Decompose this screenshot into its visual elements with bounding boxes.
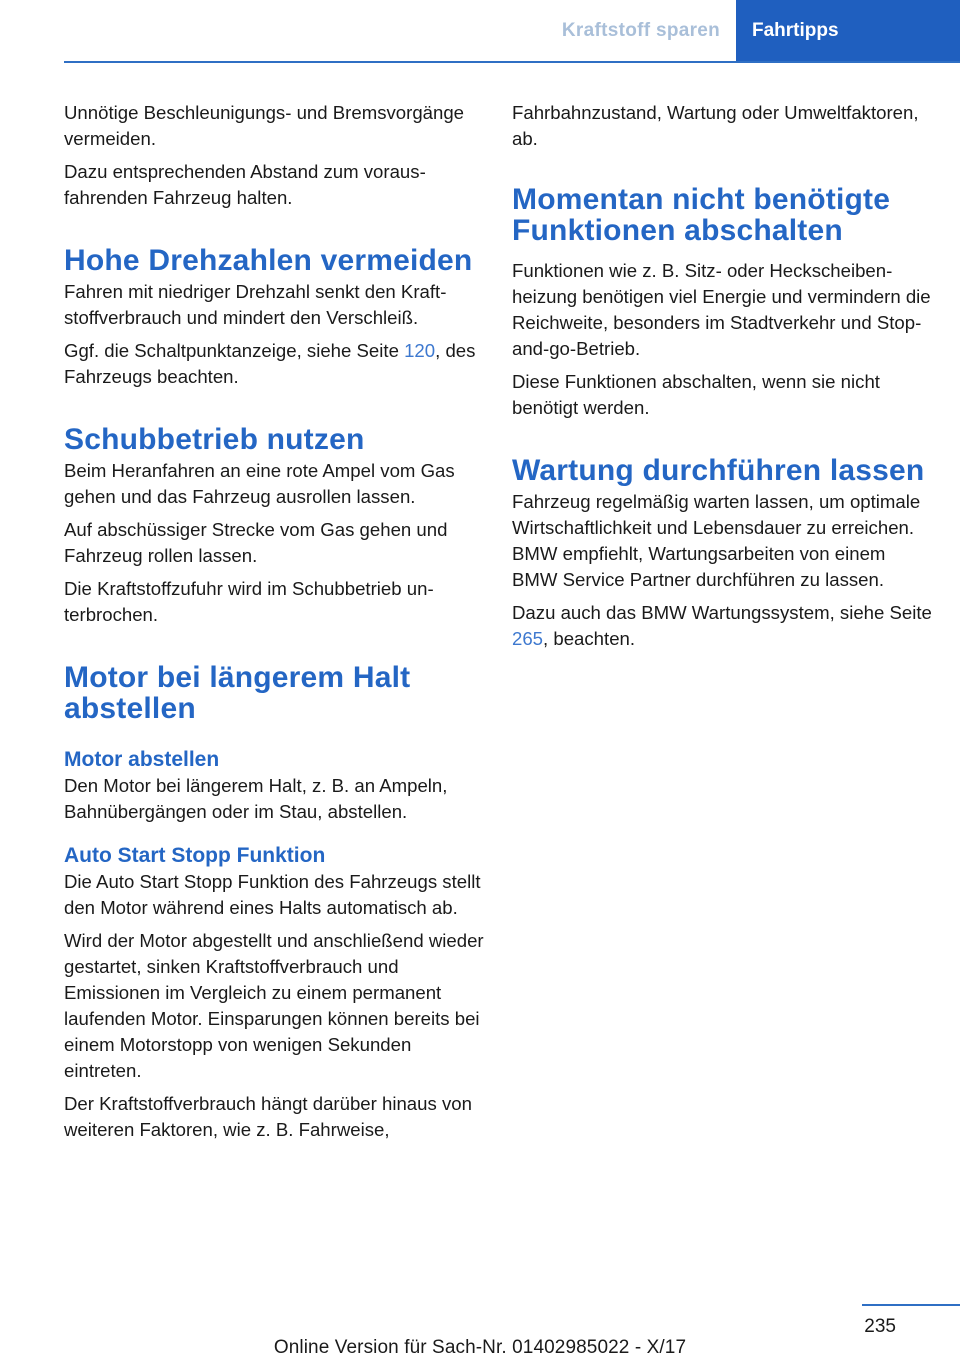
paragraph: Fahren mit niedriger Drehzahl senkt den Kraftstoffverbrauch und mindert den Verschleiß. (64, 281, 447, 328)
left-column (64, 100, 484, 1150)
subheading-motor-abstellen: Motor abstellen (64, 748, 220, 771)
text: , beachten. (543, 628, 636, 649)
page-link-120[interactable]: 120 (404, 340, 436, 361)
paragraph-with-link (512, 600, 932, 652)
paragraph: Den Motor bei längerem Halt, z. B. an Ampeln, Bahnübergängen oder im Stau, abstellen. (64, 775, 448, 822)
section-tab-fahrtipps[interactable]: Fahrtipps (736, 0, 960, 62)
paragraph: Auf abschüssiger Strecke vom Gas gehen und Fahrzeug rollen lassen. (64, 519, 448, 566)
heading-schubbetrieb: Schubbetrieb nutzen (64, 423, 365, 456)
paragraph: Diese Funktionen abschalten, wenn sie nicht benötigt werden. (512, 371, 880, 418)
right-column (512, 100, 932, 659)
text: Dazu auch das BMW Wartungssystem, siehe Seite (512, 602, 932, 623)
paragraph: Dazu entsprechenden Abstand zum vorausfahrenden Fahrzeug halten. (64, 161, 426, 208)
paragraph: Wird der Motor abgestellt und anschließend wieder gestartet, sinken Kraftstoffverbrauch und Emissionen im Vergleich zu einem permanent laufenden Motor. Einsparungen können bereits bei einem Motorstopp von wenigen Sekunden eintreten. (64, 930, 484, 1081)
heading-funktionen-abschalten: Momentan nicht benötigte Funktionen abschalten (512, 183, 891, 247)
header-divider (64, 61, 960, 63)
page-header (0, 0, 960, 62)
page-link-265[interactable]: 265 (512, 628, 544, 649)
footer-divider (862, 1304, 960, 1306)
paragraph: Unnötige Beschleunigungs- und Bremsvorgänge vermeiden. (64, 102, 465, 149)
heading-hohe-drehzahlen: Hohe Drehzahlen vermeiden (64, 244, 473, 277)
page-number: 235 (864, 1316, 896, 1337)
text: Ggf. die Schaltpunktanzeige, siehe Seite (64, 340, 405, 361)
heading-motor-abstellen: Motor bei längerem Halt abstellen (64, 661, 411, 725)
paragraph: Beim Heranfahren an eine rote Ampel vom Gas gehen und das Fahrzeug ausrollen lassen. (64, 460, 455, 507)
paragraph: Funktionen wie z. B. Sitz- oder Heckscheibenheizung benötigen viel Energie und vermindern die Reichweite, besonders im Stadtverkehr und Stop-and-go-Betrieb. (512, 260, 931, 359)
paragraph: Die Kraftstoffzufuhr wird im Schubbetrieb unterbrochen. (64, 578, 434, 625)
subheading-auto-start-stopp: Auto Start Stopp Funktion (64, 844, 326, 867)
paragraph-with-link (64, 338, 484, 390)
paragraph: Fahrzeug regelmäßig warten lassen, um optimale Wirtschaftlichkeit und Lebensdauer zu erreichen. BMW empfiehlt, Wartungsarbeiten von einem BMW Service Partner durchführen zu lassen. (512, 491, 921, 590)
paragraph: Die Auto Start Stopp Funktion des Fahrzeugs stellt den Motor während eines Halts automatisch ab. (64, 871, 481, 918)
online-version-note: Online Version für Sach-Nr. 01402985022 - X/17 (273, 1337, 687, 1358)
text: , des Fahrzeugs beachten. (64, 340, 476, 387)
paragraph: Der Kraftstoffverbrauch hängt darüber hinaus von weiteren Faktoren, wie z. B. Fahrweise, (64, 1093, 472, 1140)
paragraph: Fahrbahnzustand, Wartung oder Umweltfaktoren, ab. (512, 102, 919, 149)
heading-wartung: Wartung durchführen lassen (512, 454, 925, 487)
section-tab-kraftstoff-sparen[interactable]: Kraftstoff sparen (561, 20, 721, 41)
